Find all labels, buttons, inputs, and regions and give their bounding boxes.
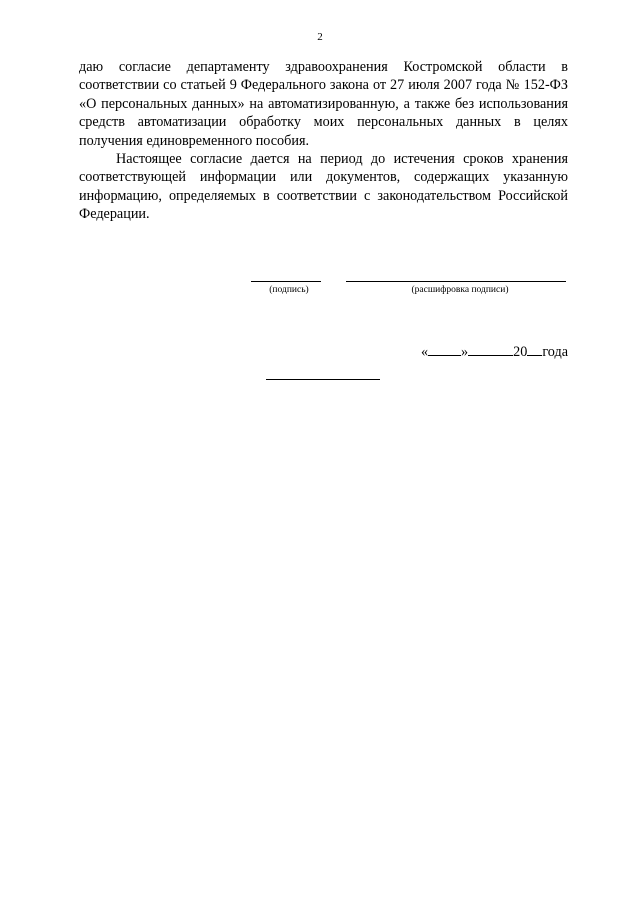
signature-line (251, 281, 321, 282)
signature-decoding-line (346, 281, 566, 282)
signature-decoding-caption: (расшифровка подписи) (411, 285, 509, 295)
date-close-quote: » (461, 344, 469, 360)
date-year-prefix: 20 (513, 344, 528, 360)
signature-caption: (подпись) (269, 285, 309, 295)
date-line (421, 343, 568, 361)
date-day-blank (428, 343, 461, 356)
page-number: 2 (317, 31, 323, 43)
date-open-quote: « (420, 344, 429, 360)
date-year-blank (527, 343, 542, 356)
consent-paragraph-2: Настоящее согласие дается на период до истечения сроков хранения соответствующей информации или документов, содержащих указанную информацию, определяемых в соответствии с законодательством Российской Федерации. (79, 151, 568, 223)
date-month-blank (468, 343, 513, 356)
consent-body (79, 58, 568, 224)
consent-paragraph-1: даю согласие департаменту здравоохранения Костромской области в соответствии со статьей 9 Федерального закона от 27 июля 2007 года № 152-ФЗ «О персональных данных» на автоматизированную, а также без использования средств автоматизации обработку моих персональных данных в целях получения единовременного пособия. (79, 59, 568, 149)
separator-line (266, 379, 380, 380)
date-suffix: года (542, 344, 568, 360)
